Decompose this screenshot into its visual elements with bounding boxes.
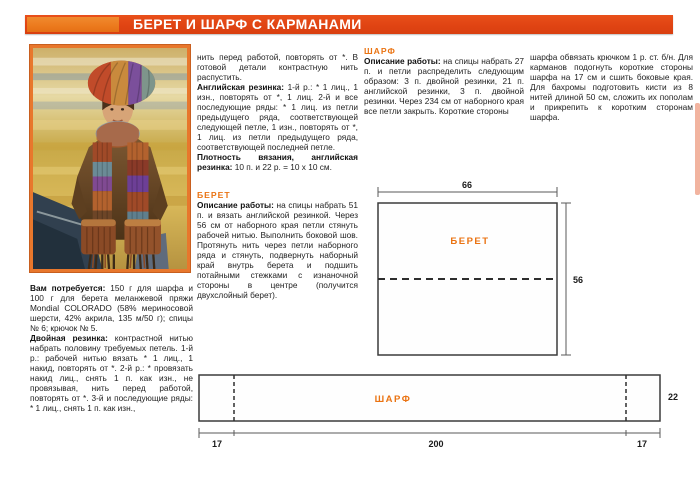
paragraph-double-rib: Двойная резинка: контрастной нитью набрать половину требуемых петель. 1-й р.: рабочей нитью вязать * 1 лиц., 1 накид, повторять от *. 2-й р.: * провязать накид лиц., снять 1 п. как изн., не провязывая, нить перед работой, повторять от *. 3-й и последующие ряды: * 1 лиц., снять 1 п. как изн.,	[30, 333, 193, 413]
paragraph-beret-instructions: Описание работы: на спицы набрать 51 п. и вязать английской резинкой. Через 56 см от наборного края петли стянуть рабочей нитью. Выполнить боковой шов. Протянуть нить через петли наборного ряда и стянуть, подвернуть наборный край внутрь берета и подшить потайными стежками с изнаночной стороны в центре (получится двухслойный берет).	[197, 200, 358, 300]
paragraph-continuation: нить перед работой, повторять от *. В готовой детали контрастную нить распустить.	[197, 52, 358, 82]
lead-english-rib: Английская резинка:	[197, 82, 284, 92]
paragraph-scarf-instructions: Описание работы: на спицы набрать 27 п. и петли распределить следующим образом: 3 п. двойной резинки, 21 п. английской резинки, 3 п. двойной резинки. Через 234 см от наборного края все петли закрыть. Короткие стороны	[364, 56, 524, 116]
page-title-bar	[25, 15, 673, 34]
paragraph-gauge: Плотность вязания, английская резинка: 10 п. и 22 р. = 10 х 10 см.	[197, 152, 358, 172]
title-accent-box	[27, 17, 119, 32]
page-title: БЕРЕТ И ШАРФ С КАРМАНАМИ	[133, 16, 362, 32]
scarf-length-dimension: 200	[428, 439, 444, 449]
scarf-left-pocket-dimension: 17	[211, 439, 223, 449]
lead-double-rib: Двойная резинка:	[30, 333, 108, 343]
text-column-4	[530, 52, 693, 122]
beret-width-dimension: 66	[461, 180, 473, 190]
photo-illustration	[33, 48, 187, 269]
beret-schematic-drawing	[365, 178, 590, 368]
text-column-2	[197, 52, 358, 300]
paragraph-materials: Вам потребуется: 150 г для шарфа и 100 г для берета меланжевой пряжи Mondial COLORADO (58% мериносовой шерсти, 42% акрила, 135 м/50 г); спицы № 6; крючок № 5.	[30, 283, 193, 333]
scarf-schematic-drawing	[190, 368, 690, 453]
scarf-diagram-label: ШАРФ	[374, 394, 412, 405]
text-column-1	[30, 283, 193, 413]
model-photo	[30, 45, 190, 272]
scarf-schematic	[190, 368, 690, 453]
lead-materials: Вам потребуется:	[30, 283, 106, 293]
section-heading-scarf: ШАРФ	[364, 46, 396, 56]
beret-diagram-label: БЕРЕТ	[450, 236, 490, 247]
lead-gauge: Плотность вязания, английская резинка:	[197, 152, 358, 172]
lead-scarf-instructions: Описание работы:	[364, 56, 441, 66]
beret-schematic	[365, 178, 590, 368]
section-heading-beret: БЕРЕТ	[197, 190, 231, 200]
page-edge-scan-artifact	[695, 103, 700, 195]
scarf-height-dimension: 22	[668, 392, 679, 402]
paragraph-english-rib: Английская резинка: 1-й р.: * 1 лиц., 1 изн., повторять от *, 1 лиц. 2-й и все последующие ряды: * 1 лиц. из петли предыдущего ряда, соответствующей следующей петле, 1 изн., повторять от *, 1 лиц. из петли предыдущего ряда, соответствующей последней петле.	[197, 82, 358, 152]
scarf-right-pocket-dimension: 17	[636, 439, 648, 449]
paragraph-scarf-finishing: шарфа обвязать крючком 1 р. ст. б/н. Для карманов подогнуть короткие стороны шарфа на 17 см и сшить боковые края. Для бахромы подготовить кисти из 8 нитей длиной 50 см, сложить их пополам и прикрепить к коротким сторонам шарфа.	[530, 52, 693, 122]
lead-beret-instructions: Описание работы:	[197, 200, 274, 210]
text-column-3	[364, 46, 524, 116]
beret-height-dimension: 56	[573, 275, 584, 285]
scarf-outline	[199, 375, 660, 421]
